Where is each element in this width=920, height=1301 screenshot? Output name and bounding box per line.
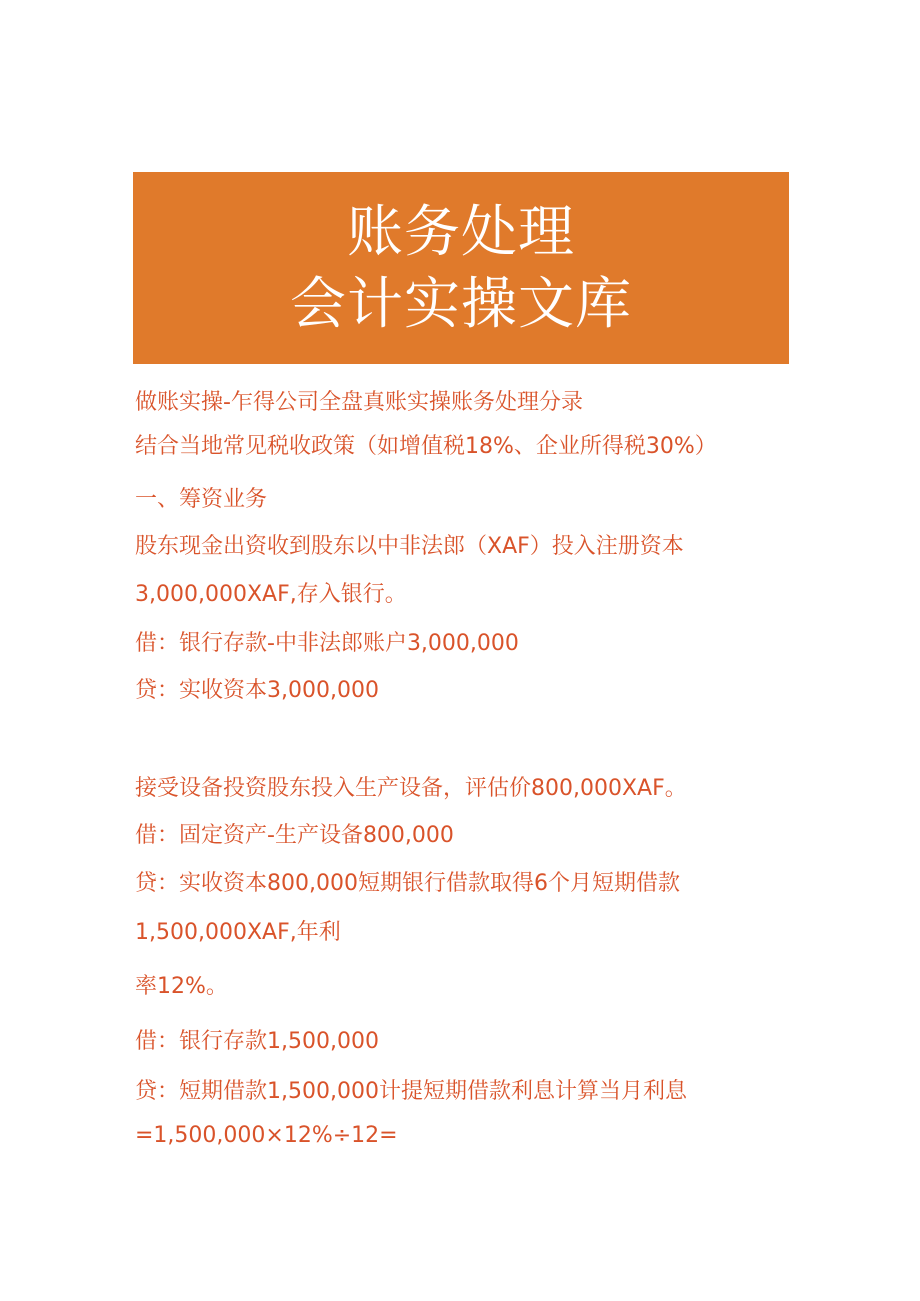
- credit-entry: 贷：实收资本800,000短期银行借款取得6个月短期借款: [135, 871, 680, 896]
- text-line: 股东现金出资收到股东以中非法郎（XAF）投入注册资本: [135, 534, 684, 559]
- text-line: 1,500,000XAF,年利: [135, 920, 341, 945]
- text-line: =1,500,000×12%÷12=: [135, 1123, 398, 1148]
- text-line: 率12%。: [135, 974, 228, 999]
- debit-entry: 借：固定资产-生产设备800,000: [135, 823, 454, 848]
- credit-entry: 贷：短期借款1,500,000计提短期借款利息计算当月利息: [135, 1079, 687, 1104]
- text-line: 结合当地常见税收政策（如增值税18%、企业所得税30%）: [135, 434, 717, 459]
- banner-title: 账务处理: [347, 200, 575, 265]
- debit-entry: 借：银行存款-中非法郎账户3,000,000: [135, 631, 519, 656]
- section-heading: 一、筹资业务: [135, 487, 268, 512]
- credit-entry: 贷：实收资本3,000,000: [135, 678, 379, 703]
- title-banner: [133, 172, 789, 364]
- debit-entry: 借：银行存款1,500,000: [135, 1029, 379, 1054]
- text-line: 3,000,000XAF,存入银行。: [135, 582, 407, 607]
- text-line: 接受设备投资股东投入生产设备，评估价800,000XAF。: [135, 776, 687, 801]
- text-line: 做账实操-乍得公司全盘真账实操账务处理分录: [135, 390, 583, 415]
- banner-subtitle: 会计实操文库: [290, 272, 632, 337]
